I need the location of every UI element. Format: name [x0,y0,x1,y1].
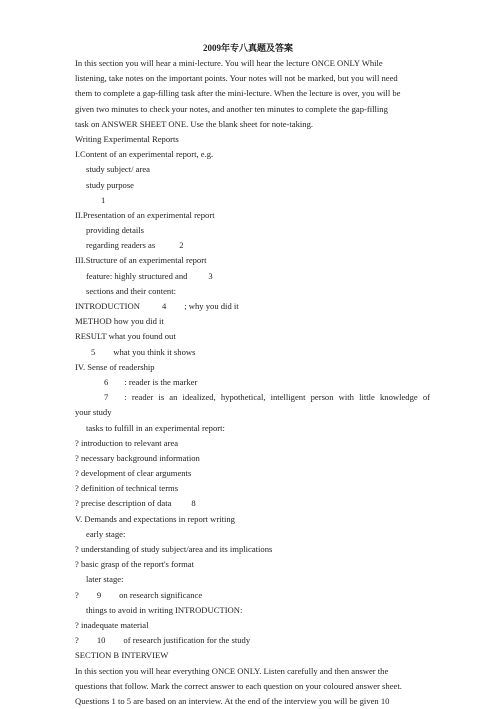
outline-item: METHOD how you did it [75,316,164,327]
blank-number-3: 3 [208,270,213,281]
outline-item [75,375,430,390]
body-line: them to complete a gap-filling task after the mini-lecture. When the lecture is over, you will be [75,88,401,99]
bullet-item [75,496,430,511]
bullet-text: on research significance [119,589,203,600]
body-line: task on ANSWER SHEET ONE. Use the blank sheet for note-taking. [75,118,314,129]
outline-heading-4: IV. Sense of readership [75,361,155,372]
outline-text: regarding readers as [86,240,156,251]
bullet-item: ? inadequate material [75,619,149,630]
body-line: listening, take notes on the important points. Your notes will not be marked, but you will need [75,73,398,84]
outline-item: later stage: [86,574,124,585]
outline-item [75,238,430,253]
bullet-item: ? development of clear arguments [75,468,192,479]
outline-text: ; why you did it [184,301,239,311]
blank-number-2: 2 [179,240,184,251]
outline-item [75,269,430,284]
blank-number-6: 6 [104,376,109,387]
outline-heading-1: I.Content of an experimental report, e.g. [75,149,214,160]
section-b-heading: SECTION B INTERVIEW [75,650,169,661]
blank-number-1: 1 [101,194,106,205]
outline-item: study subject/ area [86,164,150,175]
outline-item: study purpose [86,179,134,190]
body-line: In this section you will hear a mini-lecture. You will hear the lecture ONCE ONLY While [75,58,383,68]
bullet-item: ? introduction to relevant area [75,437,179,448]
outline-item: things to avoid in writing INTRODUCTION: [86,604,243,615]
bullet-mark: ? [75,635,79,646]
blank-number-5: 5 [91,346,96,357]
outline-item: sections and their content: [86,285,176,296]
outline-item: providing details [86,225,144,236]
bullet-item [75,633,430,648]
blank-number-4: 4 [161,301,167,311]
blank-number-7: 7 [104,392,109,403]
outline-text: : reader is the marker [124,376,198,387]
bullet-item: ? understanding of study subject/area and its implications [75,544,273,554]
outline-item [75,345,430,360]
outline-heading-2: II.Presentation of an experimental report [75,209,215,220]
body-line: given two minutes to check your notes, and another ten minutes to complete the gap-filling [75,103,388,114]
outline-item: RESULT what you found out [75,331,176,342]
bullet-item: ? definition of technical terms [75,483,179,494]
blank-number-10: 10 [96,635,106,646]
bullet-text: ? precise description of data [75,498,172,509]
outline-item: tasks to fulfill in an experimental report: [86,422,225,433]
outline-text: feature: highly structured and [86,270,188,281]
bullet-text: of research justification for the study [123,635,251,646]
section-heading: Writing Experimental Reports [75,133,179,144]
blank-number-8: 8 [191,498,196,509]
outline-item [75,390,430,405]
body-line: In this section you will hear everything ONCE ONLY. Listen carefully and then answer the [75,665,389,676]
blank-number-9: 9 [96,589,102,600]
document-title: 2009年专八真题及答案 [202,43,293,53]
bullet-item [75,588,430,603]
outline-text: : reader is an idealized, hypothetical, intelligent person with little knowledge of [124,392,430,403]
bullet-item: ? basic grasp of the report's format [75,559,194,570]
outline-heading-3: III.Structure of an experimental report [75,255,207,266]
bullet-item: ? necessary background information [75,452,200,463]
outline-text: what you think it shows [113,346,196,357]
body-line: Questions 1 to 5 are based on an interview. At the end of the interview you will be given 10 [75,695,390,706]
outline-text: INTRODUCTION [75,301,140,311]
document-body [75,56,430,709]
outline-item [75,299,430,314]
outline-heading-5: V. Demands and expectations in report writing [75,513,235,524]
body-line: questions that follow. Mark the correct answer to each question on your coloured answer sheet. [75,680,402,691]
bullet-mark: ? [75,589,79,600]
outline-item: early stage: [86,528,126,539]
outline-item: your study [75,407,112,418]
